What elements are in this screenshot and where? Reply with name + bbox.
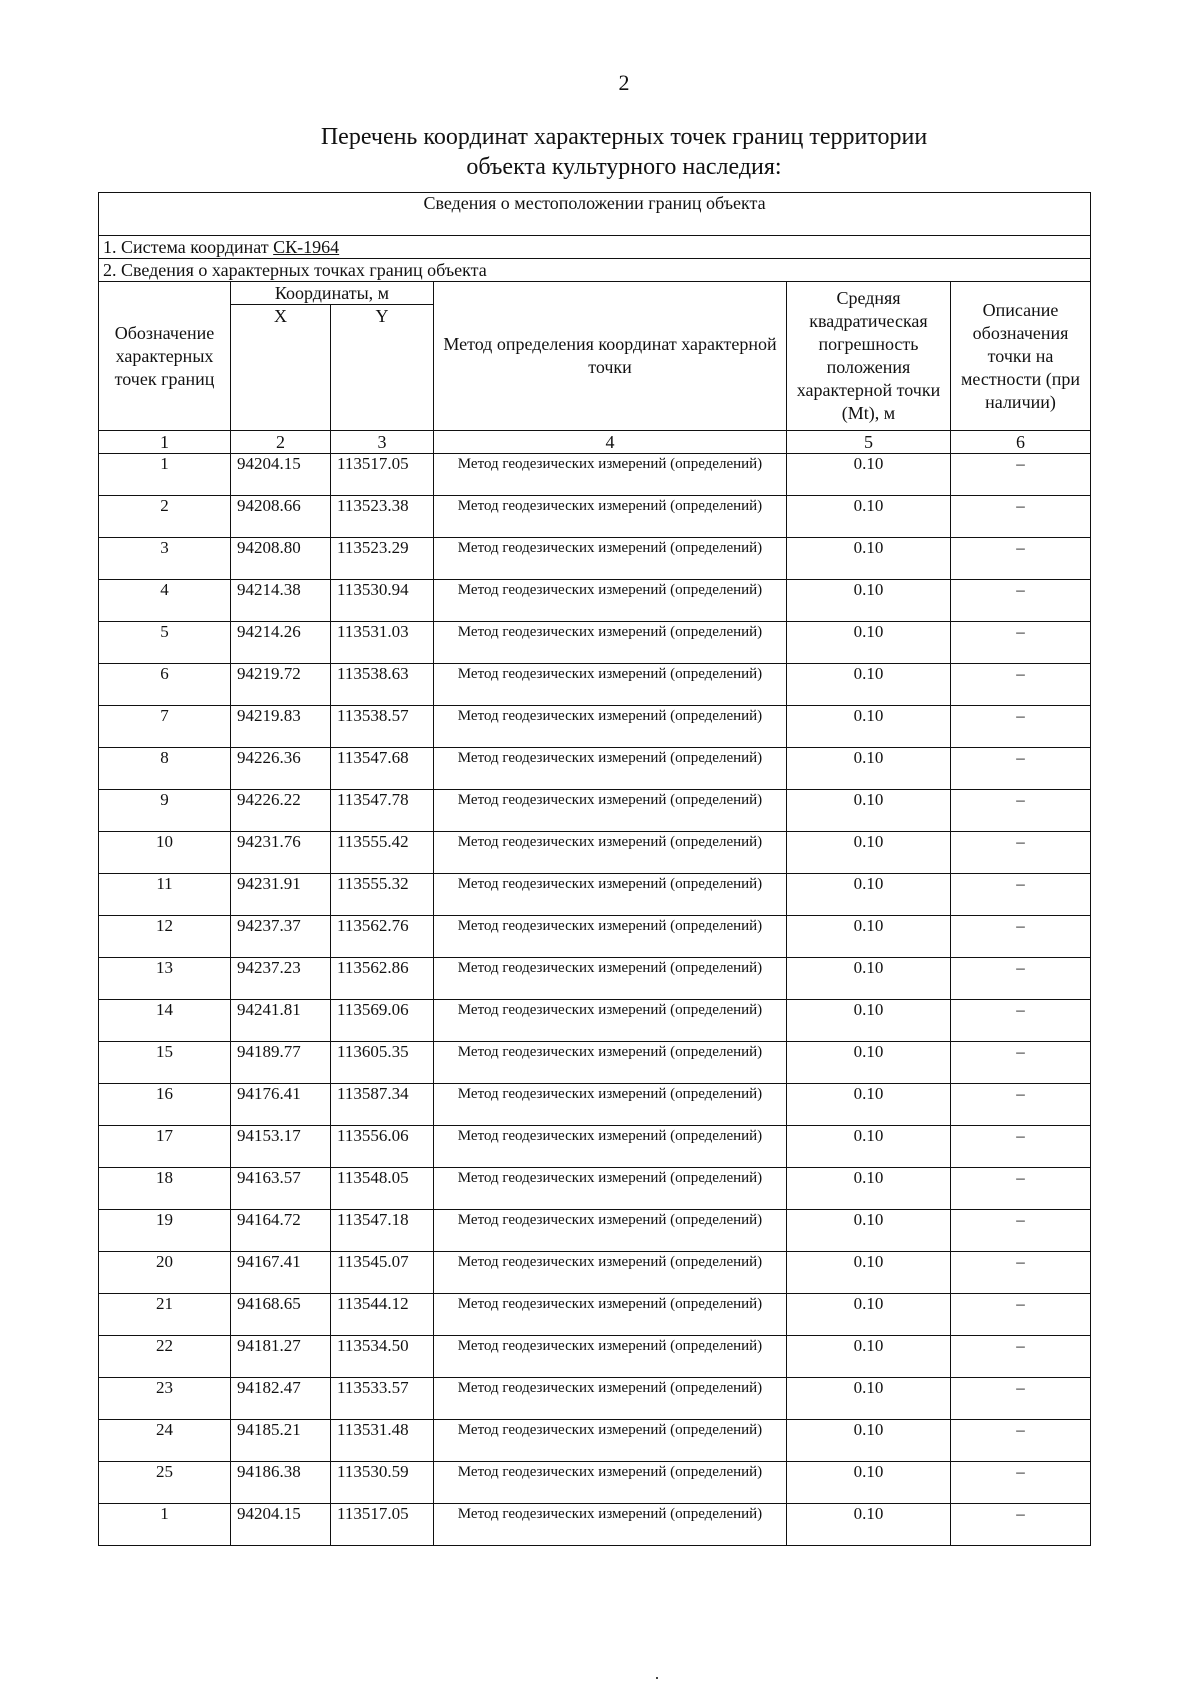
column-number: 3 bbox=[331, 431, 434, 454]
description-cell: – bbox=[951, 1462, 1091, 1504]
column-number: 2 bbox=[231, 431, 331, 454]
table-row bbox=[99, 832, 1091, 874]
point-number: 1 bbox=[99, 454, 231, 496]
table-row bbox=[99, 1420, 1091, 1462]
description-cell: – bbox=[951, 790, 1091, 832]
point-number: 13 bbox=[99, 958, 231, 1000]
method-cell: Метод геодезических измерений (определений) bbox=[434, 916, 787, 958]
error-value: 0.10 bbox=[787, 1378, 951, 1420]
description-cell: – bbox=[951, 1000, 1091, 1042]
error-value: 0.10 bbox=[787, 1252, 951, 1294]
scan-speck bbox=[656, 1677, 658, 1679]
x-coordinate: 94241.81 bbox=[231, 1000, 331, 1042]
point-number: 2 bbox=[99, 496, 231, 538]
error-value: 0.10 bbox=[787, 1084, 951, 1126]
description-cell: – bbox=[951, 1420, 1091, 1462]
table-row bbox=[99, 1336, 1091, 1378]
table-row bbox=[99, 1210, 1091, 1252]
x-coordinate: 94204.15 bbox=[231, 1504, 331, 1546]
title-line-2: объекта культурного наследия: bbox=[466, 154, 782, 180]
method-cell: Метод геодезических измерений (определений) bbox=[434, 958, 787, 1000]
coordinate-system-row bbox=[99, 236, 1091, 259]
y-coordinate: 113530.59 bbox=[331, 1462, 434, 1504]
method-cell: Метод геодезических измерений (определений) bbox=[434, 1294, 787, 1336]
method-cell: Метод геодезических измерений (определений) bbox=[434, 622, 787, 664]
table-row bbox=[99, 1504, 1091, 1546]
point-number: 15 bbox=[99, 1042, 231, 1084]
y-coordinate: 113548.05 bbox=[331, 1168, 434, 1210]
header-coordinates: Координаты, м bbox=[231, 282, 434, 305]
x-coordinate: 94226.36 bbox=[231, 748, 331, 790]
description-cell: – bbox=[951, 1504, 1091, 1546]
header-x: X bbox=[231, 305, 331, 431]
x-coordinate: 94226.22 bbox=[231, 790, 331, 832]
method-cell: Метод геодезических измерений (определений) bbox=[434, 664, 787, 706]
method-cell: Метод геодезических измерений (определений) bbox=[434, 580, 787, 622]
point-number: 17 bbox=[99, 1126, 231, 1168]
point-number: 22 bbox=[99, 1336, 231, 1378]
y-coordinate: 113538.57 bbox=[331, 706, 434, 748]
table-row bbox=[99, 1294, 1091, 1336]
x-coordinate: 94167.41 bbox=[231, 1252, 331, 1294]
header-y: Y bbox=[331, 305, 434, 431]
header-point: Обозначение характерных точек границ bbox=[99, 282, 231, 431]
error-value: 0.10 bbox=[787, 1042, 951, 1084]
y-coordinate: 113533.57 bbox=[331, 1378, 434, 1420]
column-number: 6 bbox=[951, 431, 1091, 454]
error-value: 0.10 bbox=[787, 874, 951, 916]
description-cell: – bbox=[951, 1378, 1091, 1420]
description-cell: – bbox=[951, 874, 1091, 916]
point-number: 18 bbox=[99, 1168, 231, 1210]
error-value: 0.10 bbox=[787, 1168, 951, 1210]
method-cell: Метод геодезических измерений (определений) bbox=[434, 1000, 787, 1042]
point-number: 24 bbox=[99, 1420, 231, 1462]
description-cell: – bbox=[951, 496, 1091, 538]
description-cell: – bbox=[951, 1084, 1091, 1126]
error-value: 0.10 bbox=[787, 1336, 951, 1378]
x-coordinate: 94231.76 bbox=[231, 832, 331, 874]
description-cell: – bbox=[951, 622, 1091, 664]
point-number: 6 bbox=[99, 664, 231, 706]
x-coordinate: 94163.57 bbox=[231, 1168, 331, 1210]
method-cell: Метод геодезических измерений (определений) bbox=[434, 496, 787, 538]
description-cell: – bbox=[951, 1168, 1091, 1210]
table-row bbox=[99, 454, 1091, 496]
table-row bbox=[99, 874, 1091, 916]
point-number: 7 bbox=[99, 706, 231, 748]
method-cell: Метод геодезических измерений (определений) bbox=[434, 1084, 787, 1126]
error-value: 0.10 bbox=[787, 622, 951, 664]
error-value: 0.10 bbox=[787, 790, 951, 832]
point-number: 1 bbox=[99, 1504, 231, 1546]
method-cell: Метод геодезических измерений (определений) bbox=[434, 1504, 787, 1546]
table-row bbox=[99, 538, 1091, 580]
error-value: 0.10 bbox=[787, 1462, 951, 1504]
table-row bbox=[99, 496, 1091, 538]
error-value: 0.10 bbox=[787, 1126, 951, 1168]
description-cell: – bbox=[951, 538, 1091, 580]
description-cell: – bbox=[951, 1252, 1091, 1294]
error-value: 0.10 bbox=[787, 1504, 951, 1546]
method-cell: Метод геодезических измерений (определений) bbox=[434, 1126, 787, 1168]
y-coordinate: 113569.06 bbox=[331, 1000, 434, 1042]
table-row bbox=[99, 1084, 1091, 1126]
point-number: 12 bbox=[99, 916, 231, 958]
x-coordinate: 94204.15 bbox=[231, 454, 331, 496]
error-value: 0.10 bbox=[787, 454, 951, 496]
table-row bbox=[99, 664, 1091, 706]
point-number: 11 bbox=[99, 874, 231, 916]
x-coordinate: 94182.47 bbox=[231, 1378, 331, 1420]
method-cell: Метод геодезических измерений (определений) bbox=[434, 1042, 787, 1084]
x-coordinate: 94231.91 bbox=[231, 874, 331, 916]
column-number: 1 bbox=[99, 431, 231, 454]
table-row bbox=[99, 916, 1091, 958]
x-coordinate: 94208.80 bbox=[231, 538, 331, 580]
x-coordinate: 94185.21 bbox=[231, 1420, 331, 1462]
coordinate-system-label: 1. Система координат bbox=[103, 237, 274, 257]
y-coordinate: 113556.06 bbox=[331, 1126, 434, 1168]
y-coordinate: 113562.86 bbox=[331, 958, 434, 1000]
header-description: Описание обозначения точки на местности (при наличии) bbox=[951, 282, 1091, 431]
error-value: 0.10 bbox=[787, 496, 951, 538]
method-cell: Метод геодезических измерений (определений) bbox=[434, 706, 787, 748]
error-value: 0.10 bbox=[787, 706, 951, 748]
title-line-1: Перечень координат характерных точек границ территории bbox=[320, 124, 928, 150]
error-value: 0.10 bbox=[787, 1210, 951, 1252]
table-row bbox=[99, 1126, 1091, 1168]
column-number: 4 bbox=[434, 431, 787, 454]
method-cell: Метод геодезических измерений (определений) bbox=[434, 1462, 787, 1504]
table-row bbox=[99, 1042, 1091, 1084]
y-coordinate: 113545.07 bbox=[331, 1252, 434, 1294]
description-cell: – bbox=[951, 1210, 1091, 1252]
point-number: 3 bbox=[99, 538, 231, 580]
y-coordinate: 113523.38 bbox=[331, 496, 434, 538]
point-number: 19 bbox=[99, 1210, 231, 1252]
y-coordinate: 113538.63 bbox=[331, 664, 434, 706]
description-cell: – bbox=[951, 832, 1091, 874]
point-number: 14 bbox=[99, 1000, 231, 1042]
y-coordinate: 113555.32 bbox=[331, 874, 434, 916]
method-cell: Метод геодезических измерений (определений) bbox=[434, 832, 787, 874]
x-coordinate: 94214.38 bbox=[231, 580, 331, 622]
table-row bbox=[99, 790, 1091, 832]
header-method: Метод определения координат характерной точки bbox=[434, 282, 787, 431]
description-cell: – bbox=[951, 916, 1091, 958]
description-cell: – bbox=[951, 706, 1091, 748]
point-number: 20 bbox=[99, 1252, 231, 1294]
y-coordinate: 113547.68 bbox=[331, 748, 434, 790]
point-number: 10 bbox=[99, 832, 231, 874]
method-cell: Метод геодезических измерений (определений) bbox=[434, 790, 787, 832]
x-coordinate: 94168.65 bbox=[231, 1294, 331, 1336]
y-coordinate: 113587.34 bbox=[331, 1084, 434, 1126]
point-number: 21 bbox=[99, 1294, 231, 1336]
x-coordinate: 94219.72 bbox=[231, 664, 331, 706]
method-cell: Метод геодезических измерений (определений) bbox=[434, 1378, 787, 1420]
y-coordinate: 113547.18 bbox=[331, 1210, 434, 1252]
table-caption: Сведения о местоположении границ объекта bbox=[99, 193, 1091, 236]
description-cell: – bbox=[951, 1042, 1091, 1084]
y-coordinate: 113544.12 bbox=[331, 1294, 434, 1336]
points-heading: 2. Сведения о характерных точках границ объекта bbox=[99, 259, 1091, 282]
header-error: Средняя квадратическая погрешность положения характерной точки (Mt), м bbox=[787, 282, 951, 431]
error-value: 0.10 bbox=[787, 1000, 951, 1042]
y-coordinate: 113534.50 bbox=[331, 1336, 434, 1378]
page-number: 2 bbox=[618, 70, 630, 95]
error-value: 0.10 bbox=[787, 832, 951, 874]
x-coordinate: 94237.23 bbox=[231, 958, 331, 1000]
method-cell: Метод геодезических измерений (определений) bbox=[434, 538, 787, 580]
error-value: 0.10 bbox=[787, 1420, 951, 1462]
table-row bbox=[99, 1000, 1091, 1042]
x-coordinate: 94219.83 bbox=[231, 706, 331, 748]
description-cell: – bbox=[951, 748, 1091, 790]
y-coordinate: 113517.05 bbox=[331, 454, 434, 496]
coordinate-system-name: СК-1964 bbox=[273, 237, 340, 257]
column-number: 5 bbox=[787, 431, 951, 454]
y-coordinate: 113531.03 bbox=[331, 622, 434, 664]
y-coordinate: 113562.76 bbox=[331, 916, 434, 958]
description-cell: – bbox=[951, 1126, 1091, 1168]
method-cell: Метод геодезических измерений (определений) bbox=[434, 748, 787, 790]
method-cell: Метод геодезических измерений (определений) bbox=[434, 874, 787, 916]
description-cell: – bbox=[951, 1294, 1091, 1336]
table-row bbox=[99, 1462, 1091, 1504]
table-row bbox=[99, 1378, 1091, 1420]
x-coordinate: 94208.66 bbox=[231, 496, 331, 538]
point-number: 9 bbox=[99, 790, 231, 832]
point-number: 5 bbox=[99, 622, 231, 664]
x-coordinate: 94214.26 bbox=[231, 622, 331, 664]
method-cell: Метод геодезических измерений (определений) bbox=[434, 1420, 787, 1462]
table-row bbox=[99, 706, 1091, 748]
point-number: 16 bbox=[99, 1084, 231, 1126]
error-value: 0.10 bbox=[787, 1294, 951, 1336]
x-coordinate: 94237.37 bbox=[231, 916, 331, 958]
x-coordinate: 94181.27 bbox=[231, 1336, 331, 1378]
y-coordinate: 113605.35 bbox=[331, 1042, 434, 1084]
method-cell: Метод геодезических измерений (определений) bbox=[434, 1210, 787, 1252]
description-cell: – bbox=[951, 580, 1091, 622]
point-number: 25 bbox=[99, 1462, 231, 1504]
point-number: 8 bbox=[99, 748, 231, 790]
document-title bbox=[0, 122, 1200, 182]
x-coordinate: 94176.41 bbox=[231, 1084, 331, 1126]
y-coordinate: 113530.94 bbox=[331, 580, 434, 622]
method-cell: Метод геодезических измерений (определений) bbox=[434, 1168, 787, 1210]
y-coordinate: 113531.48 bbox=[331, 1420, 434, 1462]
table-row bbox=[99, 622, 1091, 664]
y-coordinate: 113517.05 bbox=[331, 1504, 434, 1546]
description-cell: – bbox=[951, 454, 1091, 496]
y-coordinate: 113555.42 bbox=[331, 832, 434, 874]
x-coordinate: 94189.77 bbox=[231, 1042, 331, 1084]
error-value: 0.10 bbox=[787, 748, 951, 790]
coordinates-table bbox=[98, 192, 1091, 1546]
table-row bbox=[99, 748, 1091, 790]
method-cell: Метод геодезических измерений (определений) bbox=[434, 1336, 787, 1378]
table-row bbox=[99, 958, 1091, 1000]
error-value: 0.10 bbox=[787, 958, 951, 1000]
x-coordinate: 94164.72 bbox=[231, 1210, 331, 1252]
error-value: 0.10 bbox=[787, 538, 951, 580]
error-value: 0.10 bbox=[787, 664, 951, 706]
description-cell: – bbox=[951, 958, 1091, 1000]
y-coordinate: 113547.78 bbox=[331, 790, 434, 832]
point-number: 4 bbox=[99, 580, 231, 622]
point-number: 23 bbox=[99, 1378, 231, 1420]
method-cell: Метод геодезических измерений (определений) bbox=[434, 1252, 787, 1294]
x-coordinate: 94186.38 bbox=[231, 1462, 331, 1504]
x-coordinate: 94153.17 bbox=[231, 1126, 331, 1168]
table-row bbox=[99, 580, 1091, 622]
method-cell: Метод геодезических измерений (определений) bbox=[434, 454, 787, 496]
description-cell: – bbox=[951, 1336, 1091, 1378]
error-value: 0.10 bbox=[787, 916, 951, 958]
table-row bbox=[99, 1252, 1091, 1294]
description-cell: – bbox=[951, 664, 1091, 706]
error-value: 0.10 bbox=[787, 580, 951, 622]
y-coordinate: 113523.29 bbox=[331, 538, 434, 580]
table-row bbox=[99, 1168, 1091, 1210]
